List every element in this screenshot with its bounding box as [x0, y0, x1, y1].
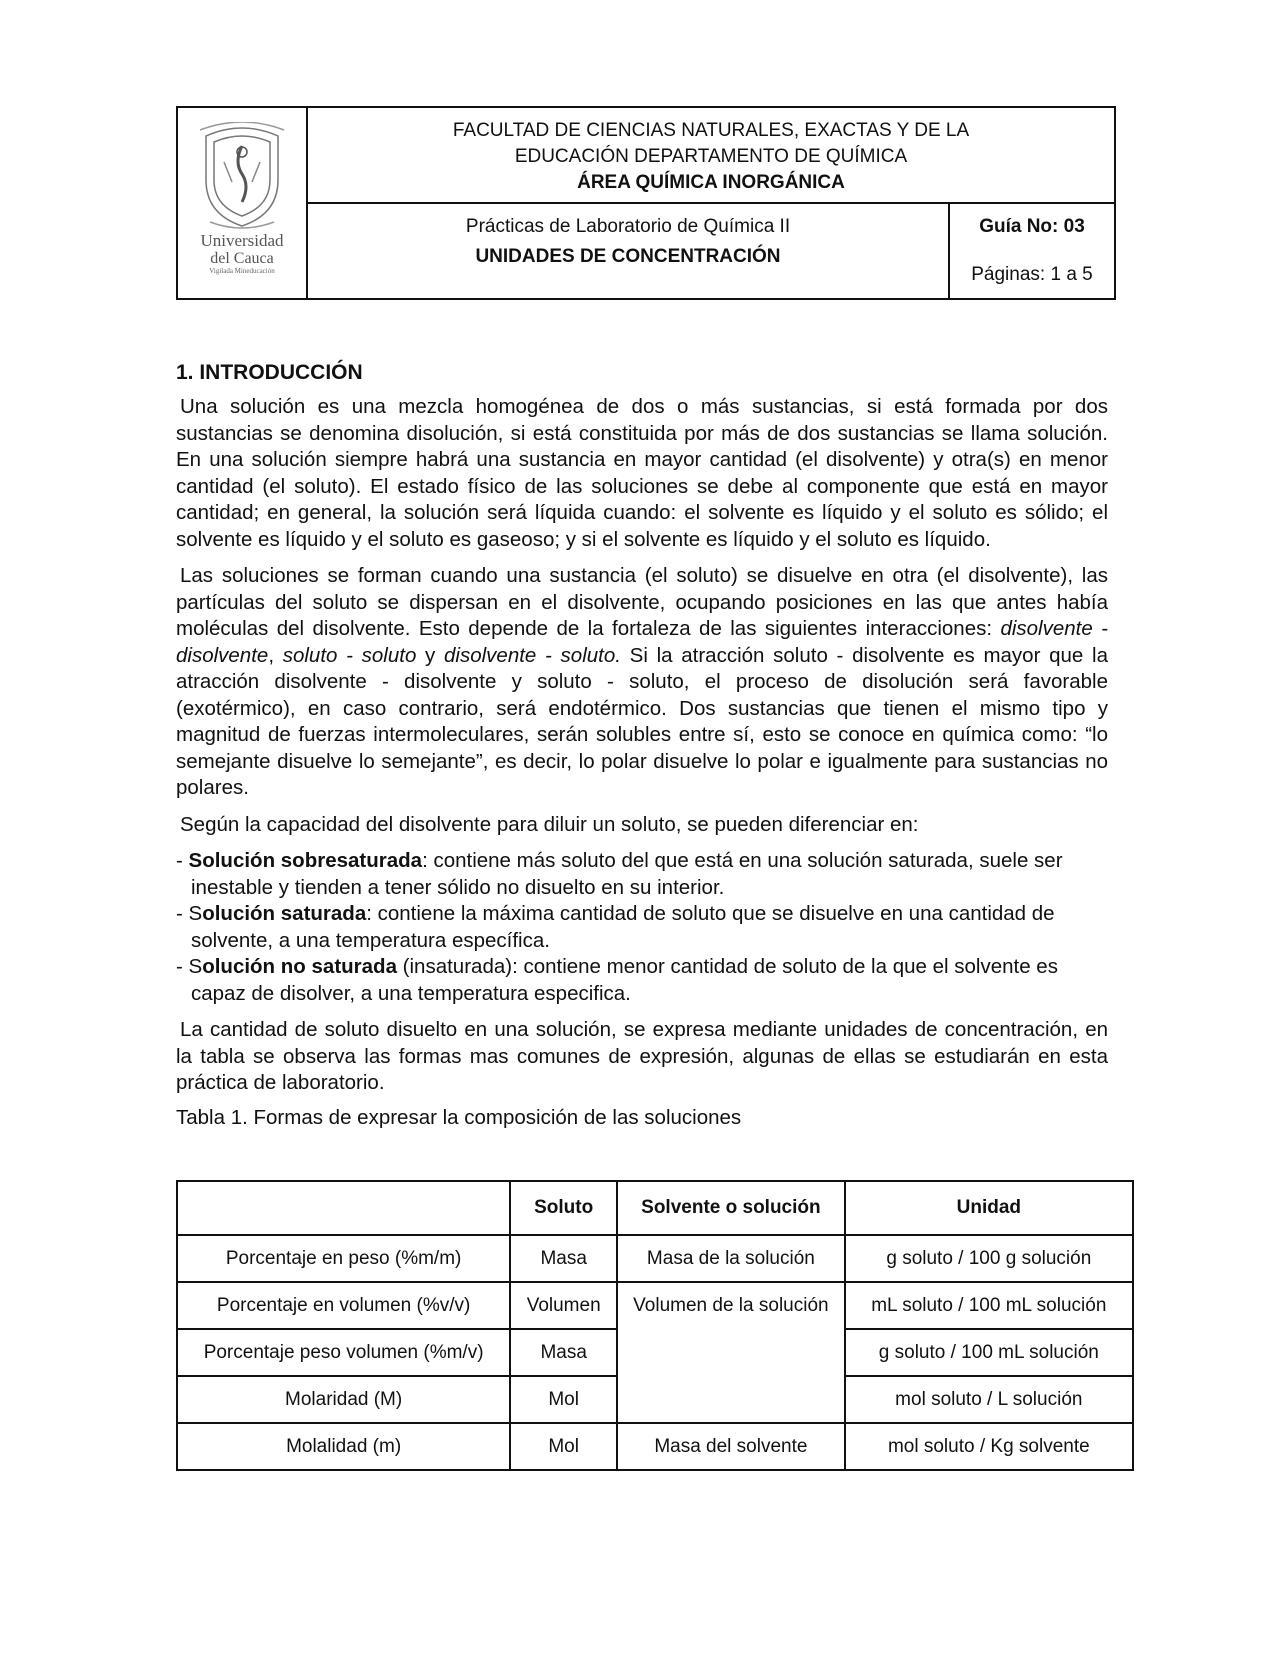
paragraph-2-italic-3: disolvente - soluto. — [444, 643, 621, 667]
university-crest-icon — [196, 122, 288, 230]
paragraph-2-sep-1: , — [268, 643, 283, 667]
table-cell: Mol — [510, 1376, 617, 1423]
concentration-units-table — [176, 1180, 1134, 1471]
table-cell: Porcentaje en volumen (%v/v) — [177, 1282, 510, 1329]
list-item-text: : contiene la máxima cantidad de soluto que se disuelve en una cantidad de solvente, a una temperatura específica. — [191, 902, 1055, 952]
paragraph-2 — [176, 563, 1108, 802]
header-cell-empty — [177, 1181, 510, 1235]
table-cell: Mol — [510, 1423, 617, 1470]
table-header-row — [177, 1181, 1133, 1235]
table-cell: Masa — [510, 1329, 617, 1376]
list-item-term: olución no saturada — [202, 955, 397, 978]
topic-title: UNIDADES DE CONCENTRACIÓN — [475, 246, 781, 267]
list-item-prefix: - — [176, 849, 189, 872]
list-item-term: Solución sobresaturada — [188, 849, 423, 872]
header-cell-unidad: Unidad — [845, 1181, 1133, 1235]
table-caption: Tabla 1. Formas de expresar la composición de las soluciones — [176, 1105, 742, 1129]
list-item-prefix: - S — [176, 955, 203, 978]
paragraph-2-sep-2: y — [416, 643, 445, 667]
university-logo — [178, 108, 308, 298]
table-cell: Masa — [510, 1235, 617, 1282]
document-body — [176, 360, 1108, 1129]
section-title: 1. INTRODUCCIÓN — [176, 361, 363, 384]
faculty-line1: FACULTAD DE CIENCIAS NATURALES, EXACTAS Y DE LA — [452, 120, 970, 141]
table-row — [177, 1282, 1133, 1329]
paragraph-1: Una solución es una mezcla homogénea de dos o más sustancias, si está formada por dos sustancias se denomina disolución, si está constituida por más de dos sustancias se llama solución. En una solución siempre habrá una sustancia en mayor cantidad (el disolvente) y otra(s) en menor cantidad (el soluto). El estado físico de las soluciones se debe al componente que está en mayor cantidad; en general, la solución será líquida cuando: el solvente es líquido y el soluto es sólido; el solvente es líquido y el soluto es gaseoso; y si el solvente es líquido y el soluto es líquido. — [176, 395, 1108, 551]
header-faculty-cell — [308, 108, 1114, 204]
logo-text-line3: Vigilada Mineducación — [209, 267, 275, 275]
table-cell: mL soluto / 100 mL solución — [845, 1282, 1133, 1329]
paragraph-2-text-b: Si la atracción soluto - disolvente es mayor que la atracción disolvente - disolvente y soluto - soluto, el proceso de disolución será favorable (exotérmico), en caso contrario, será endotérmico. Dos sustancias que tienen el mismo tipo y magnitud de fuerzas intermoleculares, serán solubles entre sí, esto se conoce en química como: “lo semejante disuelve lo semejante”, es decir, lo polar disuelve lo polar e igualmente para sustancias no polares. — [176, 643, 1108, 799]
table-cell: Porcentaje peso volumen (%m/v) — [177, 1329, 510, 1376]
list-item — [176, 901, 1108, 954]
table-cell: Masa de la solución — [617, 1235, 845, 1282]
header-cell-solvente: Solvente o solución — [617, 1181, 845, 1235]
header-course-cell — [308, 204, 950, 298]
solution-types-list — [176, 848, 1108, 1007]
table-cell: Porcentaje en peso (%m/m) — [177, 1235, 510, 1282]
paragraph-2-italic-2: soluto - soluto — [282, 643, 417, 667]
faculty-line2: EDUCACIÓN DEPARTAMENTO DE QUÍMICA — [514, 146, 908, 167]
table-row — [177, 1423, 1133, 1470]
document-header — [176, 106, 1116, 300]
list-item — [176, 848, 1108, 901]
paragraph-3: Según la capacidad del disolvente para diluir un soluto, se pueden diferenciar en: — [180, 812, 919, 836]
table-cell: g soluto / 100 mL solución — [845, 1329, 1133, 1376]
list-item — [176, 954, 1108, 1007]
list-item-text: : contiene más soluto del que está en una solución saturada, suele ser inestable y tienden a tener sólido no disuelto en su interior. — [191, 849, 1063, 899]
paragraph-2-text-a: Las soluciones se forman cuando una sustancia (el soluto) se disuelve en otra (el disolvente), las partículas del soluto se dispersan en el disolvente, ocupando posiciones en las que antes había moléculas del disolvente. Esto depende de la fortaleza de las siguientes interacciones: — [176, 564, 1108, 640]
list-item-term: olución saturada — [202, 902, 367, 925]
header-cell-soluto: Soluto — [510, 1181, 617, 1235]
table-cell: Masa del solvente — [617, 1423, 845, 1470]
area-title: ÁREA QUÍMICA INORGÁNICA — [577, 172, 845, 193]
course-title: Prácticas de Laboratorio de Química II — [465, 216, 791, 237]
page-count: Páginas: 1 a 5 — [971, 264, 1093, 285]
table-cell: mol soluto / L solución — [845, 1376, 1133, 1423]
logo-text-line2: del Cauca — [210, 250, 274, 267]
paragraph-2-italic-1: disolvente - disolvente — [176, 617, 1108, 667]
table-cell-merged: Volumen de la solución — [617, 1282, 845, 1423]
table-cell: Molaridad (M) — [177, 1376, 510, 1423]
guide-number: Guía No: 03 — [979, 216, 1085, 237]
paragraph-4: La cantidad de soluto disuelto en una solución, se expresa mediante unidades de concentración, en la tabla se observa las formas mas comunes de expresión, algunas de ellas se estudiarán en esta práctica de laboratorio. — [176, 1018, 1108, 1094]
table-row — [177, 1235, 1133, 1282]
header-guide-cell — [950, 204, 1114, 298]
table-cell: Molalidad (m) — [177, 1423, 510, 1470]
table-cell: Volumen — [510, 1282, 617, 1329]
list-item-prefix: - S — [176, 902, 203, 925]
table-cell: g soluto / 100 g solución — [845, 1235, 1133, 1282]
table-cell: mol soluto / Kg solvente — [845, 1423, 1133, 1470]
logo-text-line1: Universidad — [200, 231, 284, 250]
list-item-text: (insaturada): contiene menor cantidad de soluto de la que el solvente es capaz de disolver, a una temperatura especifica. — [191, 955, 1058, 1005]
